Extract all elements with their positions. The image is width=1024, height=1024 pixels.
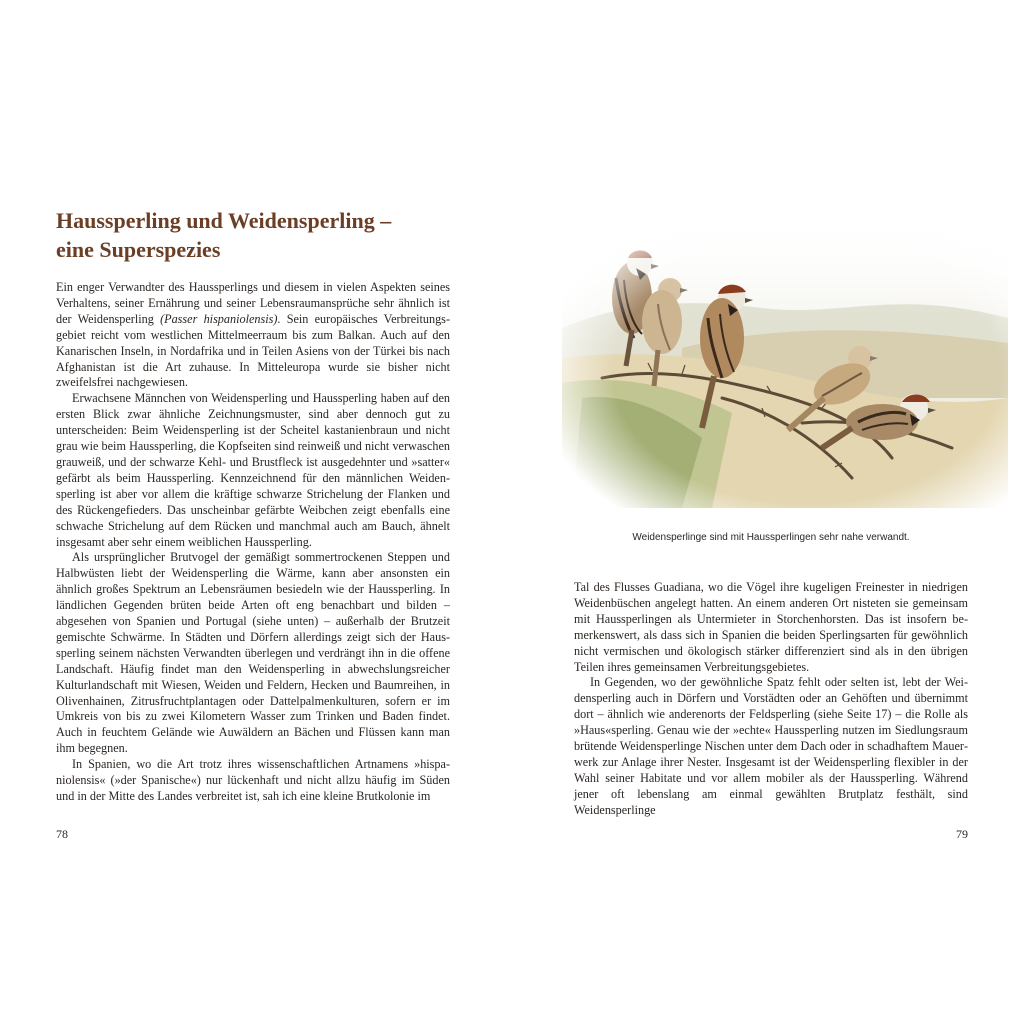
heading-line-1: Haussperling und Weidensperling –: [56, 208, 392, 233]
left-text-column: [56, 280, 450, 805]
body-paragraph: [56, 280, 450, 391]
scientific-name: (Passer hispaniolensis): [160, 311, 278, 326]
paragraph-text: Als ursprünglicher Brutvogel der gemäßigt sommertrockenen Steppen und Halbwüsten liebt der Weidensperling die Wärme, kann aber ansonsten ein ähnlich großes Spektrum an Lebensräumen besiedeln wie der Haussperling. In ländlichen Gegenden brüten beide Arten oft eng benachbart und bilden – abgesehen von Spanien und Portugal (siehe unten) – außerhalb der Brutzeit gemischte Schwärme. In Städten und Dörfern allerdings zeigt sich der Haussperling seinem nächsten Verwandten überlegen und verdrängt ihn in die offene Landschaft. Häufig findet man den Weidensperling in abwechslungsreicher Kulturlandschaft mit Wiesen, Weiden und Feldern, Hecken und Baumreihen, in Olivenhainen, Zitrusfruchtplantagen oder Dattelpalmenkulturen, sofern er im Umkreis von bis zu zwei Kilometern Wasser zum Trinken und Baden findet. Auch in feuchtem Gelände wie Auwäldern an Bächen und Flüssen kann man ihm begegnen.: [56, 550, 450, 756]
body-paragraph: [56, 391, 450, 550]
body-paragraph: [574, 580, 968, 675]
page-number-right: 79: [956, 827, 968, 841]
paragraph-text: Tal des Flusses Guadiana, wo die Vögel ihre kugeligen Freinester in niedrigen Weidenbüschen angelegt hatten. An einem anderen Ort nisteten sie gemeinsam mit Haussperlingen als Untermieter in Storchenhorsten. Das ist insofern bemerkenswert, als dass sich in Spanien die beiden Sperlingsarten für gewöhnlich nicht vermischen und ökologisch stärker differenziert sind als in den übrigen Teilen ihres gemeinsamen Verbreitungsgebietes.: [574, 580, 968, 674]
paragraph-text: . Sein europäisches Verbreitungsgebiet reicht vom westlichen Mittelmeerraum bis zum Balkan. Auch auf den Kanarischen Inseln, in Nordafrika und in Teilen Asiens von der Türkei bis nach Afghanistan ist die Art zuhause. In Mitteleuropa wurde sie bisher nicht zweifelsfrei nachgewiesen.: [56, 311, 450, 390]
chapter-heading: [56, 206, 456, 264]
paragraph-text: In Gegenden, wo der gewöhnliche Spatz fehlt oder selten ist, lebt der Weidensperling auch in Dörfern und Vorstädten oder an Gehöften und übernimmt dort – ähnlich wie anderenorts der Feldsperling (siehe Seite 17) – die Rolle als »Haus«sperling. Genau wie der »echte« Haussperling nutzen im Siedlungsraum brütende Weidensperlinge Nischen unter dem Dach oder in schadhaftem Mauerwerk zur Anlage ihrer Nester. Insgesamt ist der Weidensperling flexibler in der Wahl seiner Habitate und vor allem mobiler als der Haussperling. Während jener oft lebenslang am einmal gewählten Brutplatz festhält, sind Weidensperlinge: [574, 675, 968, 817]
paragraph-text: Erwachsene Männchen von Weidensperling und Haussperling haben auf den ersten Blick zwar ähnliche Zeichnungsmuster, sind aber dennoch gut zu unterscheiden: Beim Weidensperling ist der Scheitel kastanienbraun und nicht grau wie beim Haussperling, die Kopfseiten sind reinweiß und nicht verwaschen grauweiß, und der schwarze Kehl- und Brustfleck ist ausgedehnter und »satter« gefärbt als beim Haussperling. Kennzeichnend für den männlichen Weidensperling ist aber vor allem die kräftige schwarze Strichelung der Flanken und des Rückengefieders. Das unscheinbar gefärbte Weibchen zeigt ebenfalls eine schwache Strichelung auf dem Rücken und manchmal auch am Bauch, ähnelt insgesamt aber sehr einem weiblichen Haussperling.: [56, 391, 450, 549]
heading-line-2: eine Superspezies: [56, 237, 221, 262]
page-number-left: 78: [56, 827, 68, 841]
paragraph-text: In Spanien, wo die Art trotz ihres wissenschaftlichen Artnamens »hispaniolensis« (»der Spanische«) nur lückenhaft und nicht allzu häufig im Süden und in der Mitte des Landes verbreitet ist, sah ich eine kleine Brutkolonie im: [56, 757, 450, 803]
paragraph-text: Ein enger Verwandter des Haussperlings und diesem in vielen Aspekten seines Verhaltens, seiner Ernährung und seiner Lebensraumansprüche sehr ähnlich ist der Weidensperling: [56, 280, 450, 326]
right-page: [512, 0, 1024, 1024]
body-paragraph: [56, 757, 450, 805]
body-paragraph: [56, 550, 450, 757]
illustration-caption: Weidensperlinge sind mit Haussperlingen sehr nahe verwandt.: [632, 532, 910, 543]
right-text-column: [574, 580, 968, 819]
sparrows-illustration: [562, 208, 1008, 508]
body-paragraph: [574, 675, 968, 818]
